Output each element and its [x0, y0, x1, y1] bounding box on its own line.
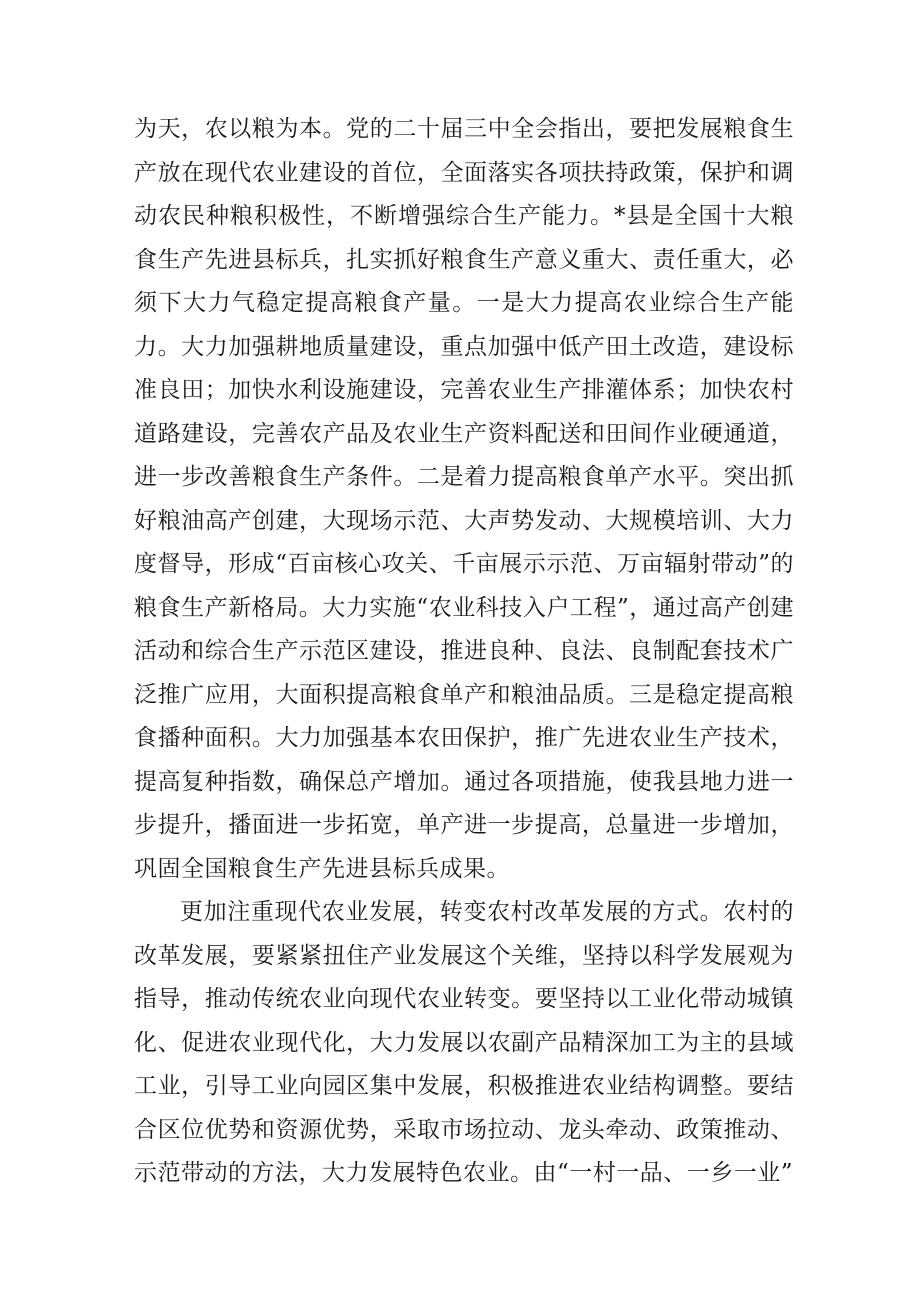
paragraph-grain-production: 为天，农以粮为本。党的二十届三中全会指出，要把发展粮食生产放在现代农业建设的首位，全面落实各项扶持政策，保护和调动农民种粮积极性，不断增强综合生产能力。*县是全国十大粮食生产先进县标兵，扎实抓好粮食生产意义重大、责任重大，必须下大力气稳定提高粮食产量。一是大力提高农业综合生产能力。大力加强耕地质量建设，重点加强中低产田土改造，建设标准良田；加快水利设施建设，完善农业生产排灌体系；加快农村道路建设，完善农产品及农业生产资料配送和田间作业硬通道，进一步改善粮食生产条件。二是着力提高粮食单产水平。突出抓好粮油高产创建，大现场示范、大声势发动、大规模培训、大力度督导，形成“百亩核心攻关、千亩展示示范、万亩辐射带动”的粮食生产新格局。大力实施“农业科技入户工程”，通过高产创建活动和综合生产示范区建设，推进良种、良法、良制配套技术广泛推广应用，大面积提高粮食单产和粮油品质。三是稳定提高粮食播种面积。大力加强基本农田保护，推广先进农业生产技术，提高复种指数，确保总产增加。通过各项措施，使我县地力进一步提升，播面进一步拓宽，单产进一步提高，总量进一步增加，巩固全国粮食生产先进县标兵成果。 — [134, 116, 794, 882]
paragraph-modern-agriculture: 更加注重现代农业发展，转变农村改革发展的方式。农村的改革发展，要紧紧扭住产业发展这个关维，坚持以科学发展观为指导，推动传统农业向现代农业转变。要坚持以工业化带动城镇化、促进农业现代化，大力发展以农副产品精深加工为主的县域工业，引导工业向园区集中发展，积极推进农业结构调整。要结合区位优势和资源优势，采取市场拉动、龙头牵动、政策推动、示范带动的方法，大力发展特色农业。由“一村一品、一乡一业” — [134, 899, 794, 1186]
document-body — [134, 108, 794, 1196]
